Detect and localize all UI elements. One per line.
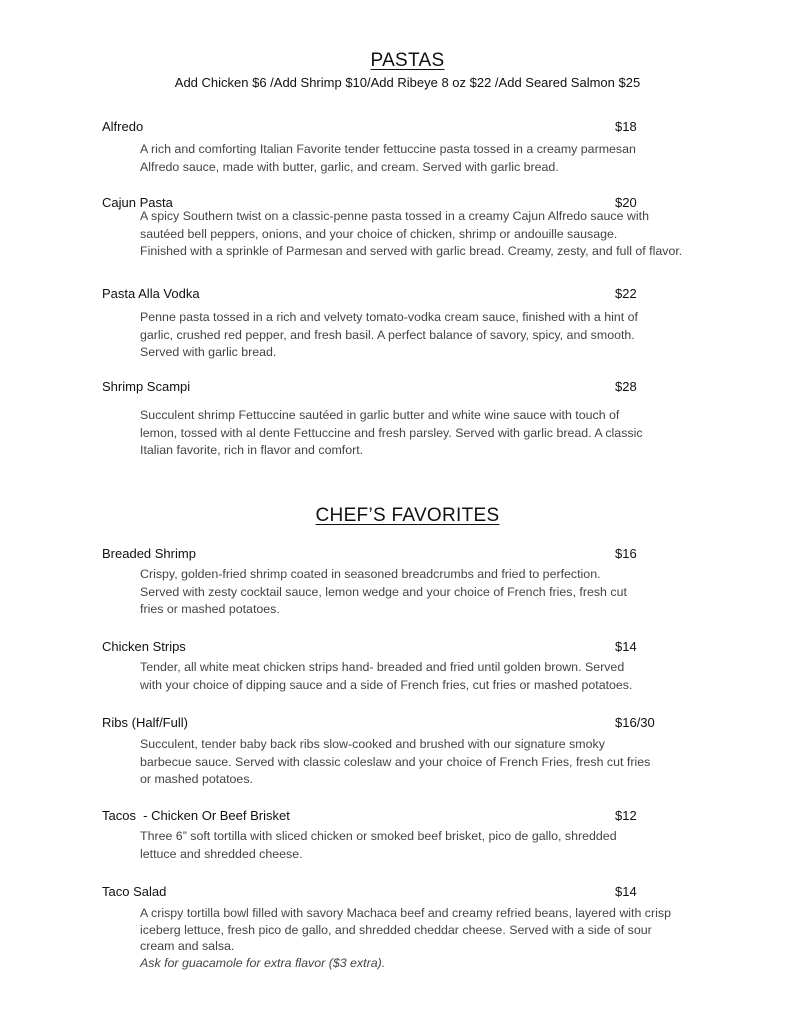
section-title-chefs-favorites: CHEF’S FAVORITES	[315, 505, 500, 526]
item-name: Taco Salad	[102, 884, 167, 899]
item-name: Ribs (Half/Full)	[102, 715, 188, 730]
item-name: Pasta Alla Vodka	[102, 286, 200, 301]
section-title-pastas: PASTAS	[370, 50, 445, 71]
item-name: Chicken Strips	[102, 639, 186, 654]
item-price: $16/30	[615, 715, 655, 730]
item-name: Shrimp Scampi	[102, 379, 191, 394]
item-price: $12	[615, 808, 637, 823]
item-description: Succulent shrimp Fettuccine sautéed in garlic butter and white wine sauce with touch of lemon, tossed with al dente Fettuccine and fresh parsley. Served with garlic bread. A classic Italian favorite, rich in flavor and comfort.	[140, 408, 643, 457]
item-price: $16	[615, 546, 637, 561]
item-note: Ask for guacamole for extra flavor ($3 extra).	[140, 955, 386, 970]
item-description: A rich and comforting Italian Favorite tender fettuccine pasta tossed in a creamy parmesan Alfredo sauce, made with butter, garlic, and cream. Served with garlic bread.	[140, 142, 636, 174]
item-name: Cajun Pasta	[102, 195, 173, 210]
item-name: Tacos - Chicken Or Beef Brisket	[102, 808, 290, 823]
item-name: Breaded Shrimp	[102, 546, 196, 561]
item-price: $14	[615, 884, 637, 899]
item-price: $22	[615, 286, 637, 301]
item-price: $18	[615, 119, 637, 134]
item-price: $14	[615, 639, 637, 654]
item-price: $20	[615, 195, 637, 210]
item-description: Crispy, golden-fried shrimp coated in seasoned breadcrumbs and fried to perfection. Served with zesty cocktail sauce, lemon wedge and your choice of French fries, fresh cut fries or mashed potatoes.	[140, 567, 627, 616]
item-description: Three 6” soft tortilla with sliced chicken or smoked beef brisket, pico de gallo, shredded lettuce and shredded cheese.	[140, 829, 617, 861]
item-price: $28	[615, 379, 637, 394]
item-name: Alfredo	[102, 119, 144, 134]
pasta-addons: Add Chicken $6 /Add Shrimp $10/Add Ribeye 8 oz $22 /Add Seared Salmon $25	[174, 75, 641, 90]
item-description: Tender, all white meat chicken strips hand- breaded and fried until golden brown. Served with your choice of dipping sauce and a side of French fries, cut fries or mashed potatoes.	[140, 660, 633, 692]
item-description: Succulent, tender baby back ribs slow-cooked and brushed with our signature smoky barbecue sauce. Served with classic coleslaw and your choice of French Fries, fresh cut fries or mashed potatoes.	[140, 737, 651, 786]
item-description: Penne pasta tossed in a rich and velvety tomato-vodka cream sauce, finished with a hint of garlic, crushed red pepper, and fresh basil. A perfect balance of savory, spicy, and smooth. Served with garlic bread.	[140, 310, 638, 359]
item-description: A crispy tortilla bowl filled with savory Machaca beef and creamy refried beans, layered with crisp iceberg lettuce, fresh pico de gallo, and shredded cheddar cheese. Served with a side of sour cream and salsa. Ask for guacamole for extra flavor ($3 extra).	[140, 905, 710, 971]
item-description: A spicy Southern twist on a classic-penne pasta tossed in a creamy Cajun Alfredo sauce with sautéed bell peppers, onions, and your choice of chicken, shrimp or andouille sausage. Finished with a sprinkle of Parmesan and served with garlic bread. Creamy, zesty, and full of flavor.	[140, 209, 683, 258]
